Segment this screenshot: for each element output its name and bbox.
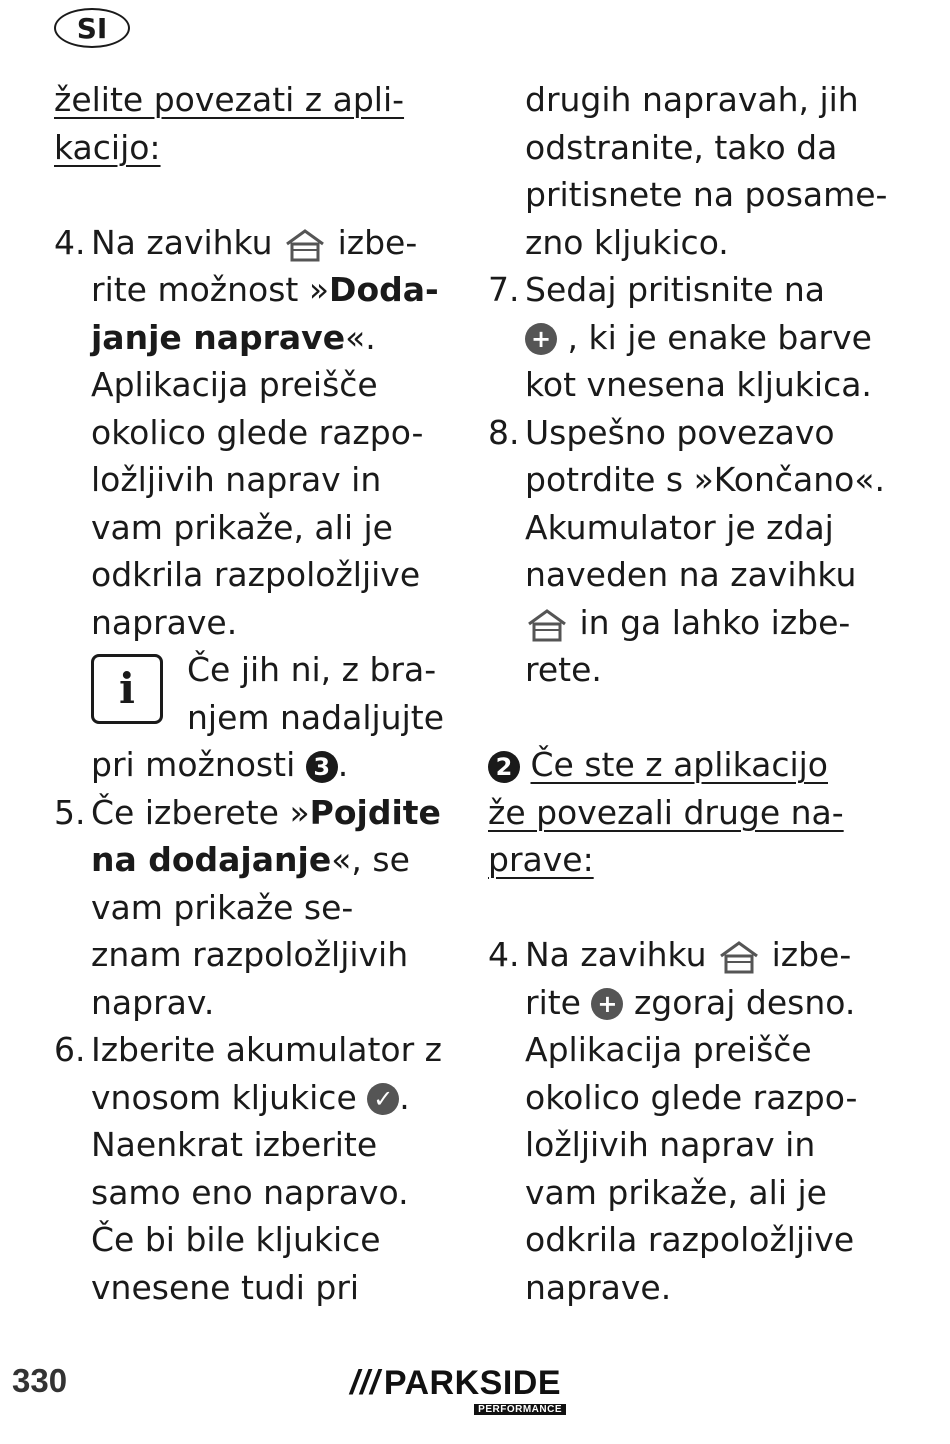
step-4b-line-2: rite + zgoraj desno. (525, 982, 856, 1022)
step-4-line-1: 4. Na zavihku izbe- (54, 219, 454, 267)
page-number: 330 (12, 1362, 68, 1399)
step-7-line-3: kot vnesena kljukica. (525, 365, 872, 404)
step-8-line-5: in ga lahko izbe- (488, 599, 898, 647)
step-4-text: naprave. (91, 602, 238, 642)
step-8-line-1: 8. Uspešno povezavo (488, 412, 835, 452)
continuation-line: pritisnete na posame- (525, 175, 888, 214)
step-7-line-2: + , ki je enake barve (488, 314, 898, 362)
step-4-text: odkrila razpoložljive (91, 555, 421, 594)
section-2-heading-line: prave: (488, 840, 594, 879)
logo-slashes: /// (350, 1364, 380, 1402)
step-4-text: okolico glede razpo- (91, 412, 424, 452)
brand-name: PARKSIDE (383, 1364, 562, 1402)
step-4b-line-1: 4. Na zavihku izbe- (488, 931, 898, 979)
intro-line: želite povezati z apli- (54, 80, 405, 119)
checkmark-icon: ✓ (367, 1083, 399, 1115)
step-5-text: naprav. (91, 982, 215, 1022)
step-6-text: samo eno napravo. (91, 1172, 409, 1212)
step-4-text: ložljivih naprav in (91, 460, 382, 499)
right-column (488, 76, 898, 1311)
info-note-line: njem nadaljujte (187, 697, 444, 737)
continuation-line: odstranite, tako da (525, 127, 838, 167)
section-2-heading-line: že povezali druge na- (488, 792, 844, 832)
plus-icon: + (591, 988, 623, 1020)
step-7-line-1: 7. Sedaj pritisnite na (488, 270, 826, 309)
info-note-line-3: pri možnosti 3 . (91, 745, 349, 784)
step-4b-text: Aplikacija preišče (525, 1030, 812, 1069)
step-6-text: vnesene tudi pri (91, 1267, 360, 1307)
step-ref-3-icon: 3 (306, 751, 338, 783)
step-5-text: znam razpoložljivih (91, 935, 409, 974)
step-ref-2-icon: 2 (488, 751, 520, 783)
step-4b-text: odkrila razpoložljive (525, 1220, 855, 1259)
info-note (54, 646, 454, 741)
section-2-heading-line-1: 2 Če ste z aplikacijo (488, 741, 898, 789)
continuation-line: drugih napravah, jih (525, 80, 859, 119)
step-8-text: naveden na zavihku (525, 555, 857, 594)
step-4-line-3: janje naprave«. (91, 317, 376, 357)
parkside-logo (350, 1364, 570, 1420)
left-column (54, 76, 454, 1311)
continuation-line: zno kljukico. (525, 222, 729, 262)
step-6-text: Naenkrat izberite (91, 1125, 378, 1164)
step-5-line-1: 5. Če izberete »Pojdite (54, 792, 441, 832)
step-4-text: vam prikaže, ali je (91, 507, 393, 547)
step-6-line-1: 6. Izberite akumulator z (54, 1030, 442, 1069)
step-4b-text: vam prikaže, ali je (525, 1172, 827, 1212)
step-5-text: vam prikaže se- (91, 887, 354, 927)
step-8-text: potrdite s »Končano«. (525, 460, 886, 499)
step-8-text: Akumulator je zdaj (525, 507, 834, 547)
step-4-text: Aplikacija preišče (91, 365, 378, 404)
brand-sub: PERFORMANCE (474, 1404, 566, 1415)
step-8-line-6: rete. (525, 650, 602, 689)
home-tab-icon (717, 933, 761, 981)
info-note-line: Če jih ni, z bra- (187, 650, 437, 689)
intro-line: kacijo: (54, 127, 161, 167)
plus-icon: + (525, 323, 557, 355)
step-6-text: Če bi bile kljukice (91, 1220, 381, 1259)
home-tab-icon (283, 220, 327, 268)
step-5-line-2: na dodajanje«, se (91, 840, 410, 879)
home-tab-icon (525, 600, 569, 648)
info-icon: i (91, 654, 163, 724)
step-4b-text: naprave. (525, 1267, 672, 1307)
step-4b-text: ložljivih naprav in (525, 1125, 816, 1164)
step-4-line-2: rite možnost »Doda- (91, 270, 439, 309)
step-4b-text: okolico glede razpo- (525, 1077, 858, 1117)
step-6-line-2: vnosom kljukice ✓ . (91, 1077, 410, 1117)
language-badge: SI (54, 8, 130, 48)
